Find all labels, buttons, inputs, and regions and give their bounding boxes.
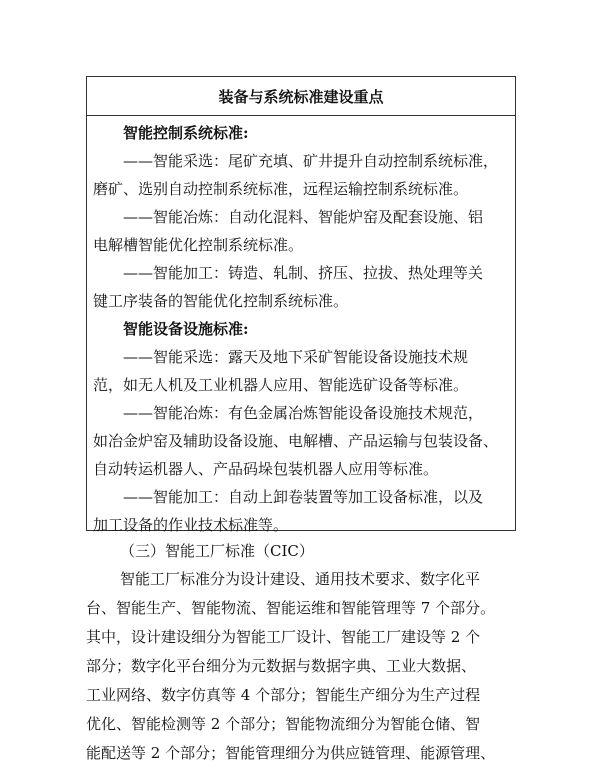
table-line: 自动转运机器人、产品码垛包装机器人应用等标准。 xyxy=(93,460,439,478)
standards-table xyxy=(86,76,516,534)
table-line: 如冶金炉窑及辅助设备设施、电解槽、产品运输与包装设备、 xyxy=(93,432,499,450)
table-line: ——智能加工：自动上卸卷装置等加工设备标准，以及 xyxy=(123,488,484,506)
table-line: ——智能加工：铸造、轧制、挤压、拉拔、热处理等关 xyxy=(123,264,484,282)
table-line: 范，如无人机及工业机器人应用、智能选矿设备等标准。 xyxy=(93,376,469,394)
table-line: 加工设备的作业技术标准等。 xyxy=(93,516,289,534)
paragraph-line: 能配送等 2 个部分；智能管理细分为供应链管理、能源管理、 xyxy=(86,744,496,762)
paragraph-line: 其中，设计建设细分为智能工厂设计、智能工厂建设等 2 个 xyxy=(86,628,481,646)
paragraph-line: 优化、智能检测等 2 个部分；智能物流细分为智能仓储、智 xyxy=(86,715,481,733)
paragraph-line: 部分；数字化平台细分为元数据与数据字典、工业大数据、 xyxy=(86,657,477,675)
section-heading-equipment: 智能设备设施标准: xyxy=(123,320,249,338)
table-line: 磨矿、选别自动控制系统标准，远程运输控制系统标准。 xyxy=(93,180,469,198)
table-title: 装备与系统标准建设重点 xyxy=(87,77,515,116)
paragraph-line: 工业网络、数字仿真等 4 个部分；智能生产细分为生产过程 xyxy=(86,686,481,704)
table-line: 电解槽智能优化控制系统标准。 xyxy=(93,236,304,254)
section-heading-control: 智能控制系统标准: xyxy=(123,124,249,142)
section3-heading: （三）智能工厂标准（CIC） xyxy=(120,542,314,560)
table-line: 键工序装备的智能优化控制系统标准。 xyxy=(93,292,349,310)
table-line: ——智能采选：尾矿充填、矿井提升自动控制系统标准， xyxy=(123,152,499,170)
paragraph-line: 智能工厂标准分为设计建设、通用技术要求、数字化平 xyxy=(120,570,481,588)
table-line: ——智能冶炼：自动化混料、智能炉窑及配套设施、铝 xyxy=(123,208,484,226)
paragraph-line: 台、智能生产、智能物流、智能运维和智能管理等 7 个部分。 xyxy=(86,599,496,617)
table-line: ——智能采选：露天及地下采矿智能设备设施技术规 xyxy=(123,348,469,366)
table-line: ——智能冶炼：有色金属冶炼智能设备设施技术规范， xyxy=(123,404,484,422)
